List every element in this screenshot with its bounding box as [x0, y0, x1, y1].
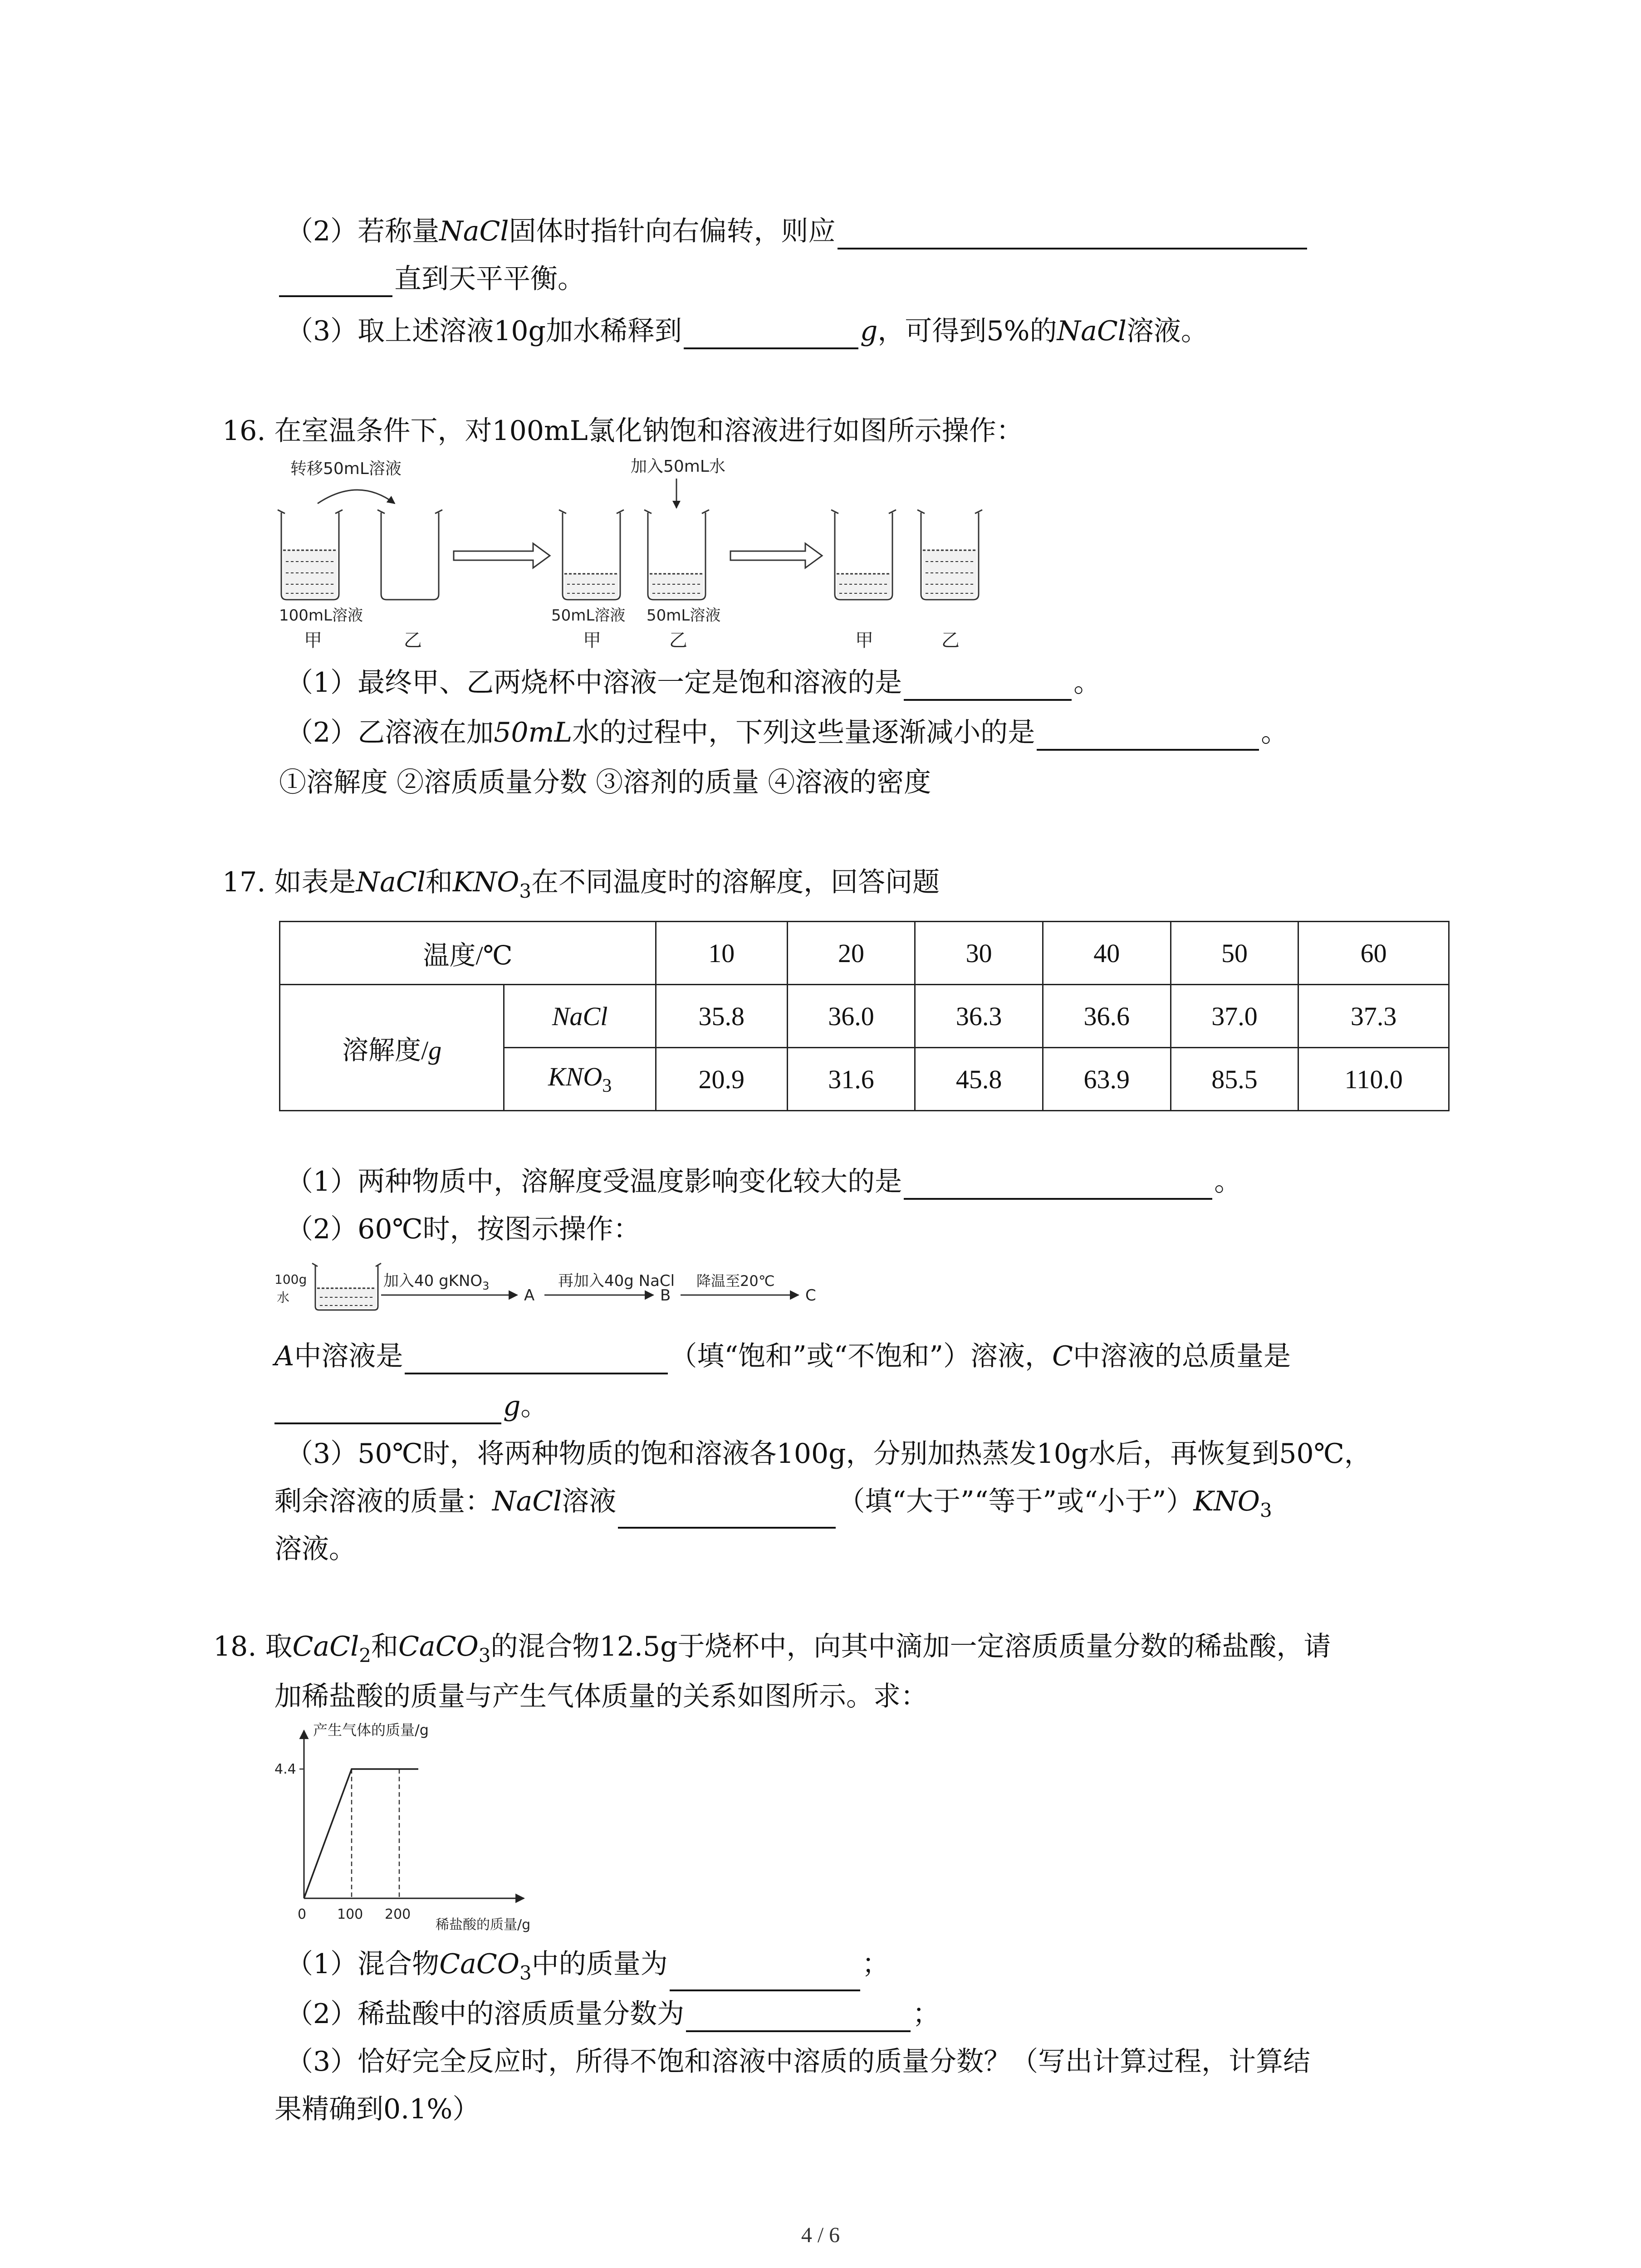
table-header-row: [280, 922, 1449, 985]
quantity: 12.5g: [599, 1631, 678, 1662]
x-tick-label: 200: [385, 1906, 411, 1922]
q17-q3-line3: 溶液。: [274, 1533, 356, 1565]
q17-text: 溶液: [562, 1486, 617, 1517]
y-axis-label: 产生气体的质量/g: [313, 1721, 429, 1739]
label-yi: 乙: [669, 630, 687, 651]
q17-q2: （2）60℃时，按图示操作：: [286, 1213, 641, 1245]
table-cell: 36.6: [1043, 985, 1171, 1048]
unit: g: [428, 1035, 442, 1065]
q18-text: （1）混合物: [286, 1948, 440, 1980]
q18-text: 18. 取: [213, 1631, 293, 1662]
temp-cell: 10: [656, 922, 787, 985]
q17-text: 。: [520, 1390, 548, 1422]
table-cell: 36.3: [915, 985, 1043, 1048]
formula-cacl2: CaCl: [292, 1631, 359, 1662]
page-number: 4 / 6: [801, 2223, 840, 2247]
formula-nacl: NaCl: [356, 866, 426, 898]
row-label-text: 溶解度/: [342, 1035, 429, 1065]
label-water: 水: [277, 1290, 290, 1305]
q15-text: ，可得到: [877, 315, 987, 347]
q16-beaker-diagram: [272, 454, 771, 649]
q18-text: 中的质量为: [531, 1948, 668, 1980]
q15-text: 直到天平平衡。: [394, 263, 585, 295]
q16-text: 。: [1073, 667, 1101, 699]
label-C: C: [1052, 1340, 1073, 1372]
q17-text: 中溶液是: [294, 1340, 403, 1372]
label-yi: 乙: [941, 630, 960, 651]
label-jia: 甲: [855, 630, 873, 651]
q18-text: 的混合物: [490, 1631, 600, 1662]
label-transfer: 转移50mL溶液: [290, 459, 402, 478]
unit: g: [860, 315, 878, 347]
header-temperature: 温度/℃: [280, 922, 656, 985]
quantity: 100g: [776, 1438, 846, 1470]
beaker-jia-middle: [559, 510, 624, 600]
beaker-100g-water: [312, 1263, 381, 1310]
q15-text: 固体时指针向右偏转，则应: [509, 215, 836, 247]
table-cell: 31.6: [787, 1048, 915, 1111]
quantity: 50mL: [494, 717, 573, 748]
label-step1: 加入40 gKNO$_3$: [383, 1272, 490, 1292]
subscript: 3: [519, 880, 532, 902]
table-cell: 20.9: [656, 1048, 787, 1111]
table-cell: 36.0: [787, 985, 915, 1048]
temp-cell: 20: [787, 922, 915, 985]
transfer-arrow: [318, 490, 395, 503]
q17-text: 水后，再恢复到50℃，: [1088, 1438, 1372, 1470]
q17-q1: [286, 1163, 1241, 1200]
q15-text: 加水稀释到: [545, 315, 682, 347]
substance-nacl: NaCl: [504, 985, 656, 1048]
subscript: 3: [1259, 1499, 1272, 1521]
q16-q1: [286, 665, 1101, 701]
q15-text: 溶液。: [1126, 315, 1208, 347]
label-A: A: [524, 1286, 535, 1305]
quantity: 10g: [1036, 1438, 1089, 1470]
label-B: B: [660, 1286, 671, 1305]
formula-kno3: KNO: [452, 866, 519, 898]
label-C: C: [805, 1286, 816, 1305]
table-cell: 37.3: [1298, 985, 1449, 1048]
answer-blank[interactable]: [904, 1170, 1212, 1200]
subscript: 2: [359, 1644, 372, 1667]
answer-blank[interactable]: [838, 220, 1307, 249]
label-A: A: [274, 1340, 294, 1372]
q17-q3-line2: [274, 1483, 1272, 1529]
label-add-water: 加入50mL水: [631, 457, 725, 476]
temp-cell: 40: [1043, 922, 1171, 985]
label-jia: 甲: [583, 630, 601, 651]
table-cell: 37.0: [1171, 985, 1298, 1048]
q17-text: 。: [1214, 1166, 1242, 1198]
substance-kno3: [504, 1048, 656, 1111]
q17-text: （填“大于”“等于”或“小于”）: [838, 1486, 1194, 1517]
label-yi: 乙: [404, 630, 422, 651]
x-tick-label: 0: [298, 1906, 307, 1922]
subscript: 3: [478, 1644, 491, 1667]
gas-mass-chart: [272, 1719, 544, 1937]
q18-q1: [286, 1946, 889, 1991]
answer-blank[interactable]: [618, 1499, 836, 1529]
q17-text: 和: [425, 866, 453, 898]
q18-text: 和: [371, 1631, 399, 1662]
q16-text: 16. 在室温条件下，对: [222, 415, 492, 447]
q16-text: 水的过程中，下列这些量逐渐减小的是: [572, 717, 1035, 748]
answer-blank[interactable]: [405, 1344, 668, 1374]
q16-stem: [222, 413, 1024, 449]
q16-text: 氯化钠饱和溶液进行如图所示操作：: [588, 415, 1024, 447]
q18-stem-line2: 加稀盐酸的质量与产生气体质量的关系如图所示。求：: [274, 1681, 928, 1712]
q17-q2b-line1: [274, 1338, 1291, 1374]
quantity: 5%: [986, 315, 1030, 347]
q16-text: （1）最终甲、乙两烧杯中溶液一定是饱和溶液的是: [286, 667, 902, 699]
label-step2: 再加入40g NaCl: [558, 1272, 675, 1290]
label-step3: 降温至20℃: [696, 1272, 775, 1290]
table-row: [280, 985, 1449, 1048]
q17-text: （3）50℃时，将两种物质的饱和溶液各: [286, 1438, 777, 1470]
q17-text: （填“饱和”或“不饱和”）溶液，: [670, 1340, 1053, 1372]
q17-q3-line1: [286, 1436, 1372, 1472]
temp-cell: 30: [915, 922, 1043, 985]
temp-cell: 50: [1171, 922, 1298, 985]
temp-cell: 60: [1298, 922, 1449, 985]
q16-q2: [286, 714, 1288, 751]
x-tick-label: 100: [337, 1906, 363, 1922]
label-50ml-b: 50mL溶液: [647, 606, 721, 625]
subscript: 3: [519, 1962, 532, 1984]
y-tick-label: 4.4: [274, 1761, 296, 1777]
answer-blank[interactable]: [1037, 721, 1259, 751]
beaker-jia-initial: [278, 510, 343, 600]
q17-text: ，分别加热蒸发: [846, 1438, 1037, 1470]
subscript: 3: [602, 1075, 612, 1096]
series-line: [304, 1769, 418, 1898]
q17-text: 中溶液的总质量是: [1073, 1340, 1291, 1372]
formula-nacl: NaCl: [492, 1486, 562, 1517]
formula-kno3: KNO: [548, 1062, 603, 1091]
table-cell: 35.8: [656, 985, 787, 1048]
q18-stem-line1: [213, 1628, 1331, 1674]
beaker-yi-final: [917, 510, 982, 600]
q15-text: 的: [1029, 315, 1057, 347]
label-water-mass: 100g: [274, 1272, 307, 1287]
process-arrow: [454, 543, 550, 568]
label-jia: 甲: [304, 630, 322, 651]
formula-nacl: NaCl: [1057, 315, 1127, 347]
q18-q3-line2: 果精确到0.1%）: [274, 2093, 480, 2125]
answer-blank[interactable]: [686, 2002, 911, 2032]
q16-options: ①溶解度 ②溶质质量分数 ③溶剂的质量 ④溶液的密度: [279, 767, 931, 798]
table-cell: 85.5: [1171, 1048, 1298, 1111]
label-100ml: 100mL溶液: [279, 606, 363, 625]
table-cell: 63.9: [1043, 1048, 1171, 1111]
formula-nacl: NaCl: [439, 215, 509, 247]
q17-text: 在不同温度时的溶解度，回答问题: [531, 866, 940, 898]
q17-text: （1）两种物质中，溶解度受温度影响变化较大的是: [286, 1166, 902, 1198]
q18-text: ；: [912, 1998, 940, 2030]
q17-text: 17. 如表是: [222, 866, 356, 898]
q18-text: ；: [862, 1948, 889, 1980]
q16-beaker-diagram-final: [771, 454, 1043, 649]
q18-text: （2）稀盐酸中的溶质质量分数为: [286, 1998, 685, 2030]
q17-stem: [222, 864, 940, 909]
beaker-yi-empty: [377, 510, 442, 600]
q18-q2: [286, 1996, 940, 2032]
label-50ml-a: 50mL溶液: [551, 606, 626, 625]
answer-blank[interactable]: [684, 319, 858, 349]
q16-text: 。: [1261, 717, 1288, 748]
solubility-table: [279, 921, 1450, 1111]
table-cell: 110.0: [1298, 1048, 1449, 1111]
unit: g: [503, 1390, 521, 1422]
quantity: 10g: [494, 315, 546, 347]
answer-blank[interactable]: [670, 1961, 860, 1991]
row-label-solubility: [280, 985, 504, 1111]
q17-q2b-line2: [274, 1388, 548, 1424]
q15-text: （2）若称量: [286, 215, 440, 247]
beaker-yi-middle: [644, 510, 709, 600]
q15-part2-line1: [286, 213, 1309, 249]
formula-kno3: KNO: [1193, 1486, 1260, 1517]
q15-part2-line2: [279, 261, 585, 297]
answer-blank[interactable]: [279, 267, 392, 297]
q18-q3-line1: （3）恰好完全反应时，所得不饱和溶液中溶质的质量分数？（写出计算过程，计算结: [286, 2046, 1311, 2077]
q15-part3: [286, 313, 1208, 349]
formula-caco3: CaCO: [398, 1631, 479, 1662]
q18-text: 于烧杯中，向其中滴加一定溶质质量分数的稀盐酸，请: [677, 1631, 1331, 1662]
quantity: 100mL: [492, 415, 588, 447]
answer-blank[interactable]: [274, 1394, 501, 1424]
beaker-jia-final: [831, 510, 896, 600]
q17-process-diagram: [272, 1256, 907, 1315]
table-cell: 45.8: [915, 1048, 1043, 1111]
q16-text: （2）乙溶液在加: [286, 717, 494, 748]
q15-text: （3）取上述溶液: [286, 315, 494, 347]
x-axis-label: 稀盐酸的质量/g: [436, 1917, 531, 1933]
q17-text: 剩余溶液的质量：: [274, 1486, 492, 1517]
formula-caco3: CaCO: [439, 1948, 519, 1980]
answer-blank[interactable]: [904, 671, 1072, 701]
